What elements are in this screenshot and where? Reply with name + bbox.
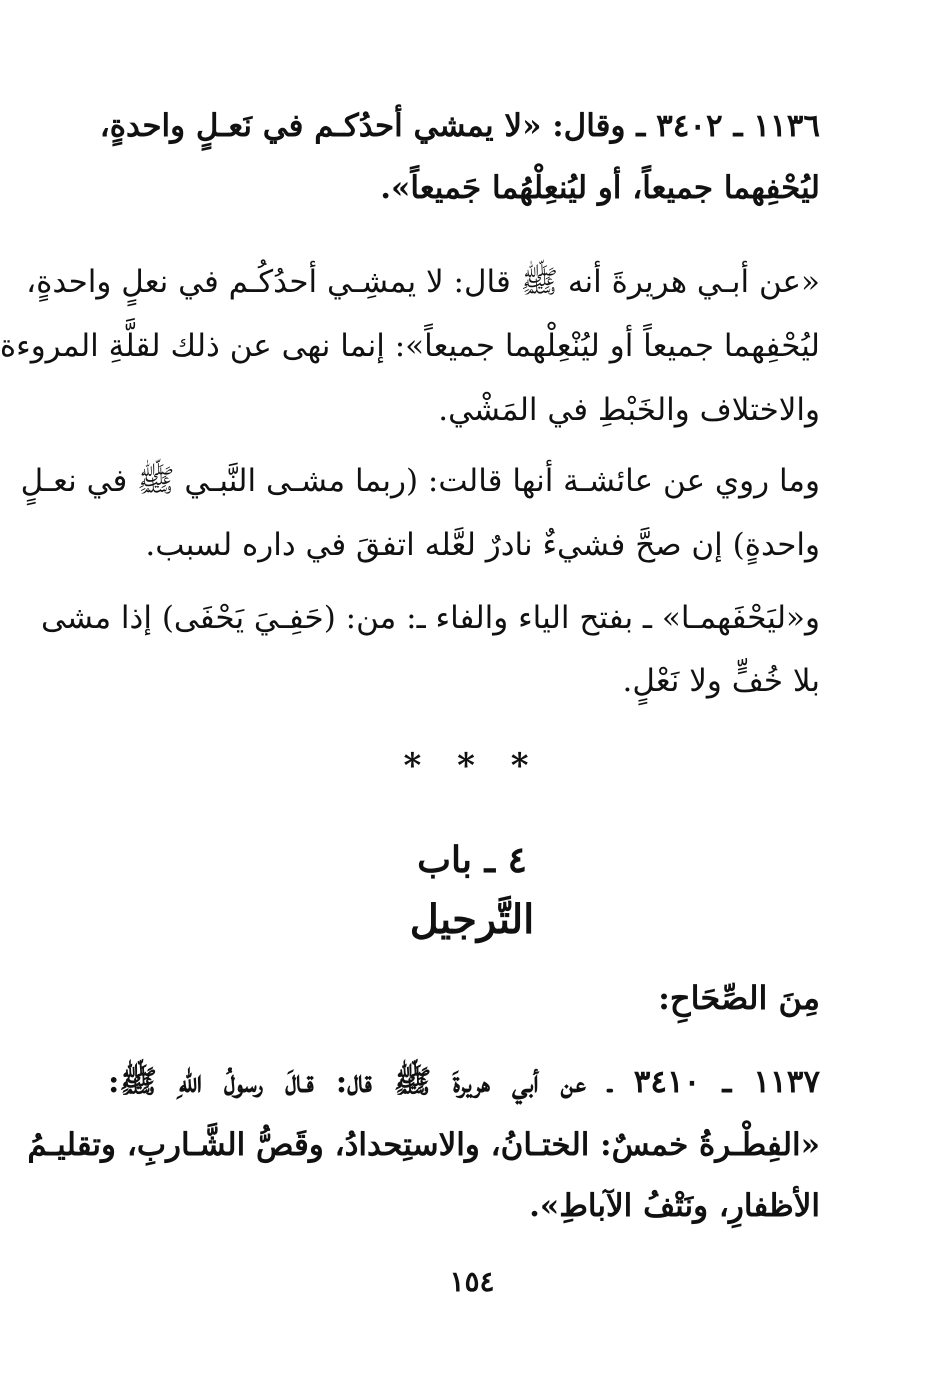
section-label: مِنَ الصِّحَاحِ: [658, 979, 820, 1017]
commentary-1-line-3: والاختلاف والخَبْطِ في المَشْي. [438, 392, 820, 428]
commentary-3-line-1: و«ليَحْفَهمـا» ـ بفتح الياء والفاء ـ: من: (حَفِـيَ يَحْفَى) إذا مشى [40, 600, 820, 636]
commentary-3-line-2: بلا خُفٍّ ولا نَعْلٍ. [622, 663, 820, 699]
hadith-1137-line-1: ١١٣٧ ـ ٣٤١٠ ـ عن أبي هريرةَ ﷺ قال: قـالَ رسولُ اللهِ ﷺ: [108, 1064, 820, 1100]
hadith-1137-line-2: «الفِطْـرةُ خمسٌ: الختـانُ، والاستِحدادُ، وقَصُّ الشَّـاربِ، وتقليـمُ [27, 1127, 820, 1163]
commentary-1-line-2: ليُحْفِهما جميعاً أو ليُنْعِلْهما جميعاً»: إنما نهى عن ذلك لقلَّةِ المروءة [0, 328, 820, 364]
commentary-2-line-1: وما روي عن عائشـة أنها قالت: (ربما مشـى النَّبـي ﷺ في نعـلٍ [20, 463, 820, 499]
hadith-1136-line-2: ليُحْفِهما جميعاً، أو ليُنعِلْهُما جَميعاً». [380, 170, 820, 206]
chapter-number: ٤ ـ باب [417, 839, 527, 881]
section-separator: * * * [403, 746, 541, 786]
hadith-1137-line-3: الأظفارِ، ونَتْفُ الآباطِ». [529, 1188, 820, 1224]
commentary-1-line-1: «عن أبـي هريرةَ أنه ﷺ قال: لا يمشِـي أحدُكُـم في نعلٍ واحدةٍ، [26, 264, 820, 300]
hadith-1136-line-1: ١١٣٦ ـ ٣٤٠٢ ـ وقال: «لا يمشي أحدُكـم في نَعـلٍ واحدةٍ، [99, 108, 820, 144]
chapter-title: التَّرجيل [409, 896, 535, 943]
commentary-2-line-2: واحدةٍ) إن صحَّ فشيءٌ نادرٌ لعَّله اتفقَ في داره لسبب. [145, 527, 820, 563]
page-number: ١٥٤ [449, 1265, 495, 1298]
